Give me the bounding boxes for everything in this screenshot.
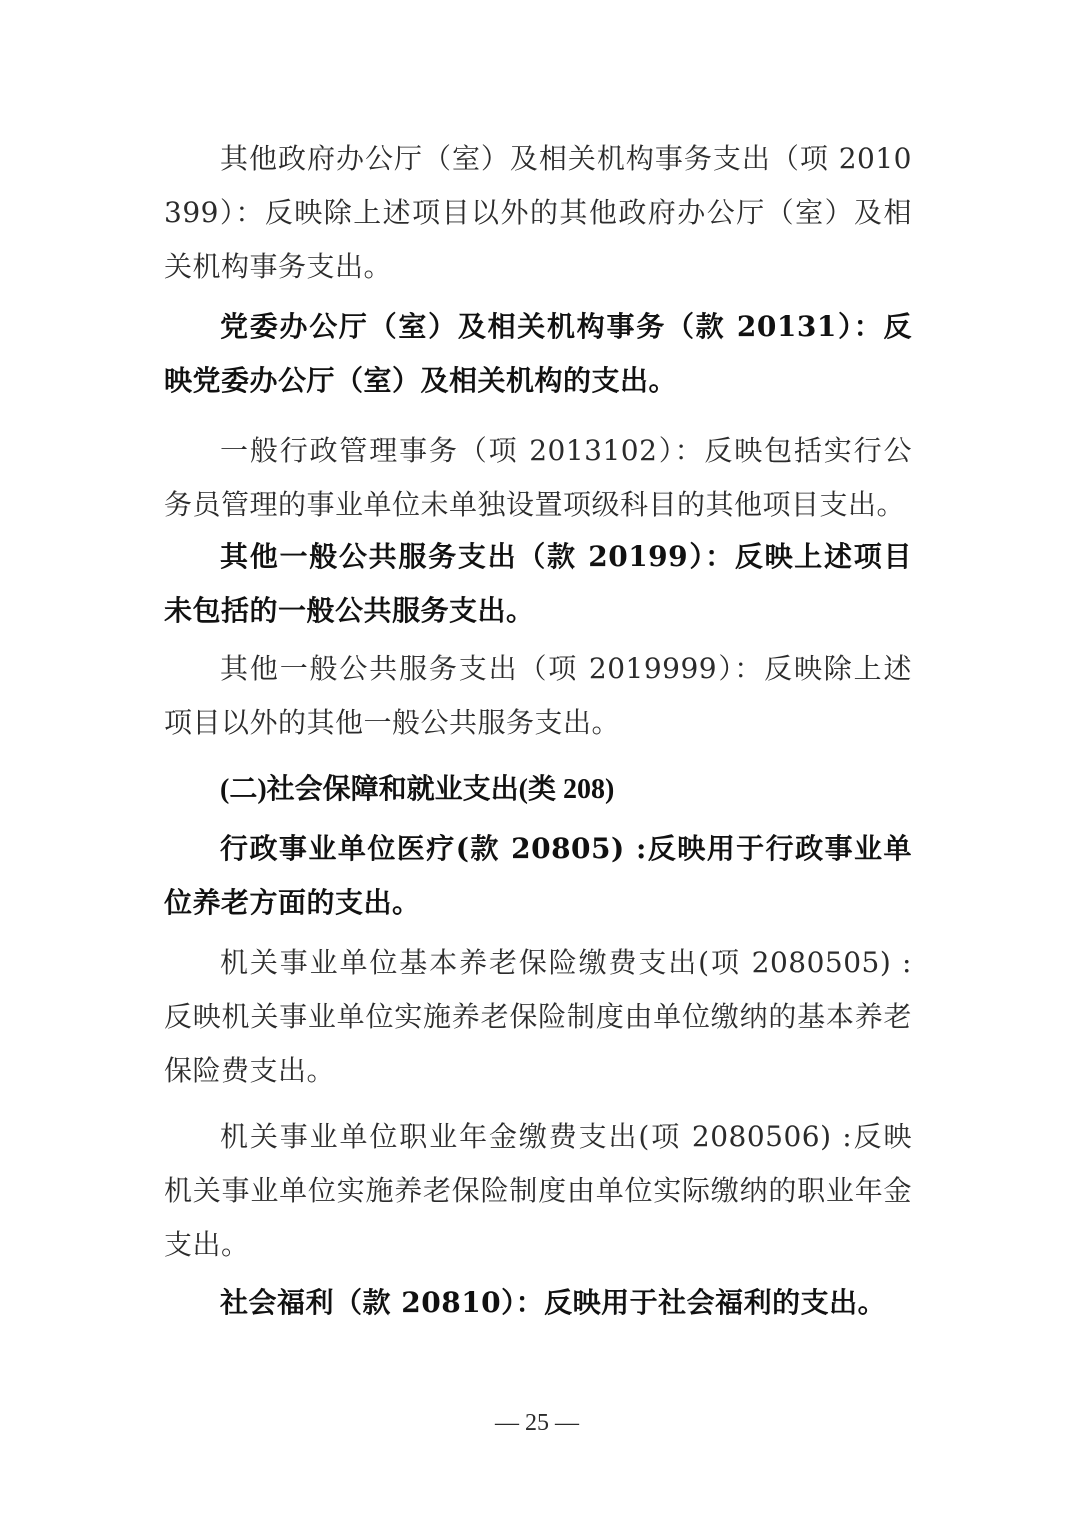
paragraph-party-office-affairs: 党委办公厅（室）及相关机构事务（款 20131）：反映党委办公厅（室）及相关机构的支出。 bbox=[164, 310, 912, 397]
paragraph-other-public-service-item: 其他一般公共服务支出（项 2019999）：反映除上述项目以外的其他一般公共服务支出。 bbox=[164, 652, 912, 739]
paragraph-occupational-annuity: 机关事业单位职业年金缴费支出(项 2080506) :反映机关事业单位实施养老保险制度由单位实际缴纳的职业年金支出。 bbox=[164, 1120, 912, 1261]
paragraph-other-govt-office-expense: 其他政府办公厅（室）及相关机构事务支出（项 2010399）：反映除上述项目以外的其他政府办公厅（室）及相关机构事务支出。 bbox=[164, 142, 912, 283]
section-heading-social-security: (二)社会保障和就业支出(类 208) bbox=[220, 774, 615, 805]
paragraph-basic-pension-contribution: 机关事业单位基本养老保险缴费支出(项 2080505) :反映机关事业单位实施养老保险制度由单位缴纳的基本养老保险费支出。 bbox=[164, 946, 912, 1087]
paragraph-social-welfare: 社会福利（款 20810）：反映用于社会福利的支出。 bbox=[220, 1286, 887, 1319]
paragraph-admin-medical: 行政事业单位医疗(款 20805) :反映用于行政事业单位养老方面的支出。 bbox=[164, 832, 912, 919]
paragraph-general-admin-affairs: 一般行政管理事务（项 2013102）：反映包括实行公务员管理的事业单位未单独设置项级科目的其他项目支出。 bbox=[164, 434, 912, 521]
page-number: — 25 — bbox=[495, 1410, 579, 1436]
paragraph-other-public-service-category: 其他一般公共服务支出（款 20199）：反映上述项目未包括的一般公共服务支出。 bbox=[164, 540, 912, 627]
